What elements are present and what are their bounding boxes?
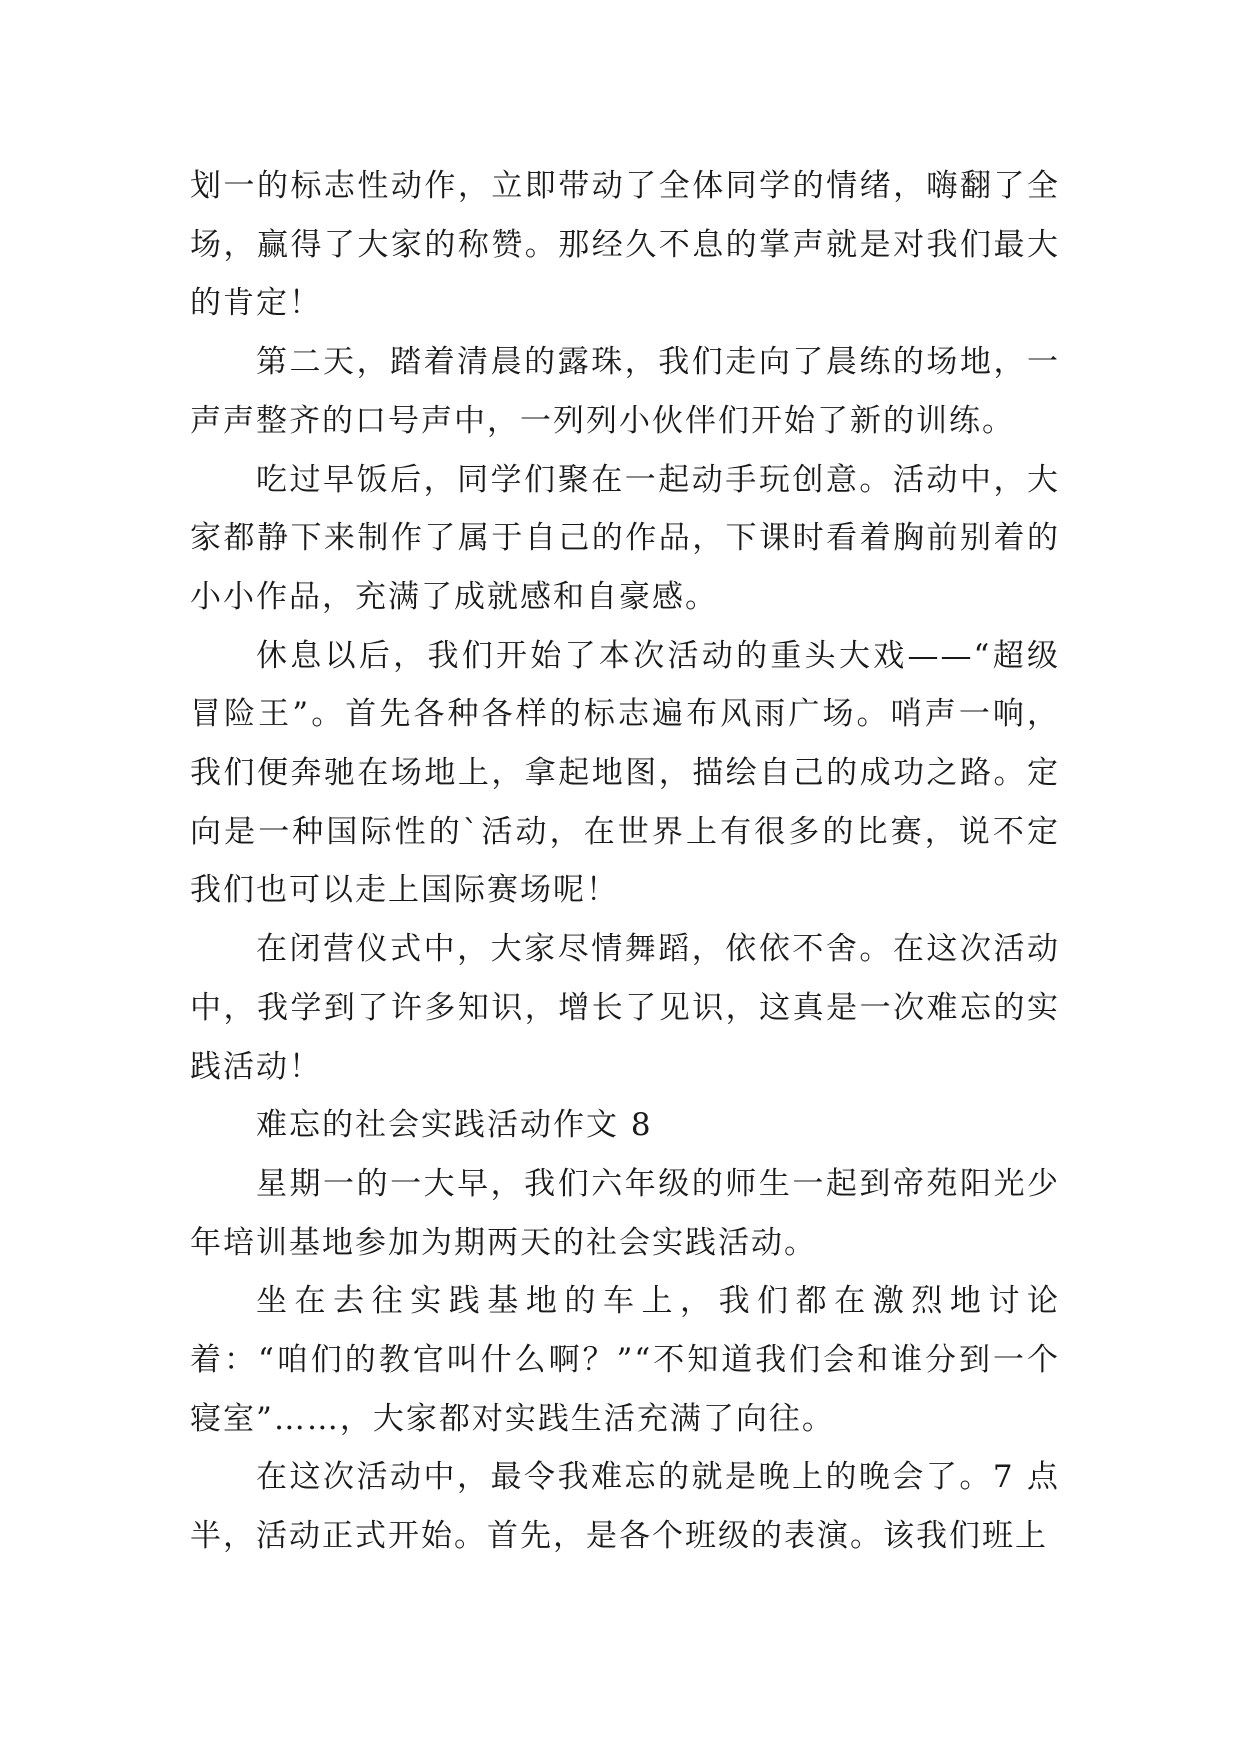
document-page xyxy=(190,157,1060,1566)
paragraph-continuation: 划一的标志性动作，立即带动了全体同学的情绪，嗨翻了全场，赢得了大家的称赞。那经久不息的掌声就是对我们最大的肯定！ xyxy=(190,168,1060,322)
paragraph-breakfast: 吃过早饭后，同学们聚在一起动手玩创意。活动中，大家都静下来制作了属于自己的作品，下课时看着胸前别着的小小作品，充满了成就感和自豪感。 xyxy=(190,461,1060,615)
paragraph-evening-party: 在这次活动中，最令我难忘的就是晚上的晚会了。7 点半，活动正式开始。首先，是各个班级的表演。该我们班上 xyxy=(190,1459,1060,1555)
paragraph-adventure: 休息以后，我们开始了本次活动的重头大戏——“超级冒险王”。首先各种各样的标志遍布风雨广场。哨声一响，我们便奔驰在场地上，拿起地图，描绘自己的成功之路。定向是一种国际性的`活动，在世界上有很多的比赛，说不定我们也可以走上国际赛场呢！ xyxy=(190,637,1060,909)
paragraph-monday: 星期一的一大早，我们六年级的师生一起到帝苑阳光少年培训基地参加为期两天的社会实践活动。 xyxy=(190,1165,1060,1261)
paragraph-bus-ride: 坐在去往实践基地的车上，我们都在激烈地讨论着：“咱们的教官叫什么啊？”“不知道我们会和谁分到一个寝室”……，大家都对实践生活充满了向往。 xyxy=(190,1283,1060,1437)
paragraph-closing-ceremony: 在闭营仪式中，大家尽情舞蹈，依依不舍。在这次活动中，我学到了许多知识，增长了见识，这真是一次难忘的实践活动！ xyxy=(190,931,1060,1085)
paragraph-second-day: 第二天，踏着清晨的露珠，我们走向了晨练的场地，一声声整齐的口号声中，一列列小伙伴们开始了新的训练。 xyxy=(190,344,1060,439)
essay-heading: 难忘的社会实践活动作文 8 xyxy=(256,1107,653,1144)
